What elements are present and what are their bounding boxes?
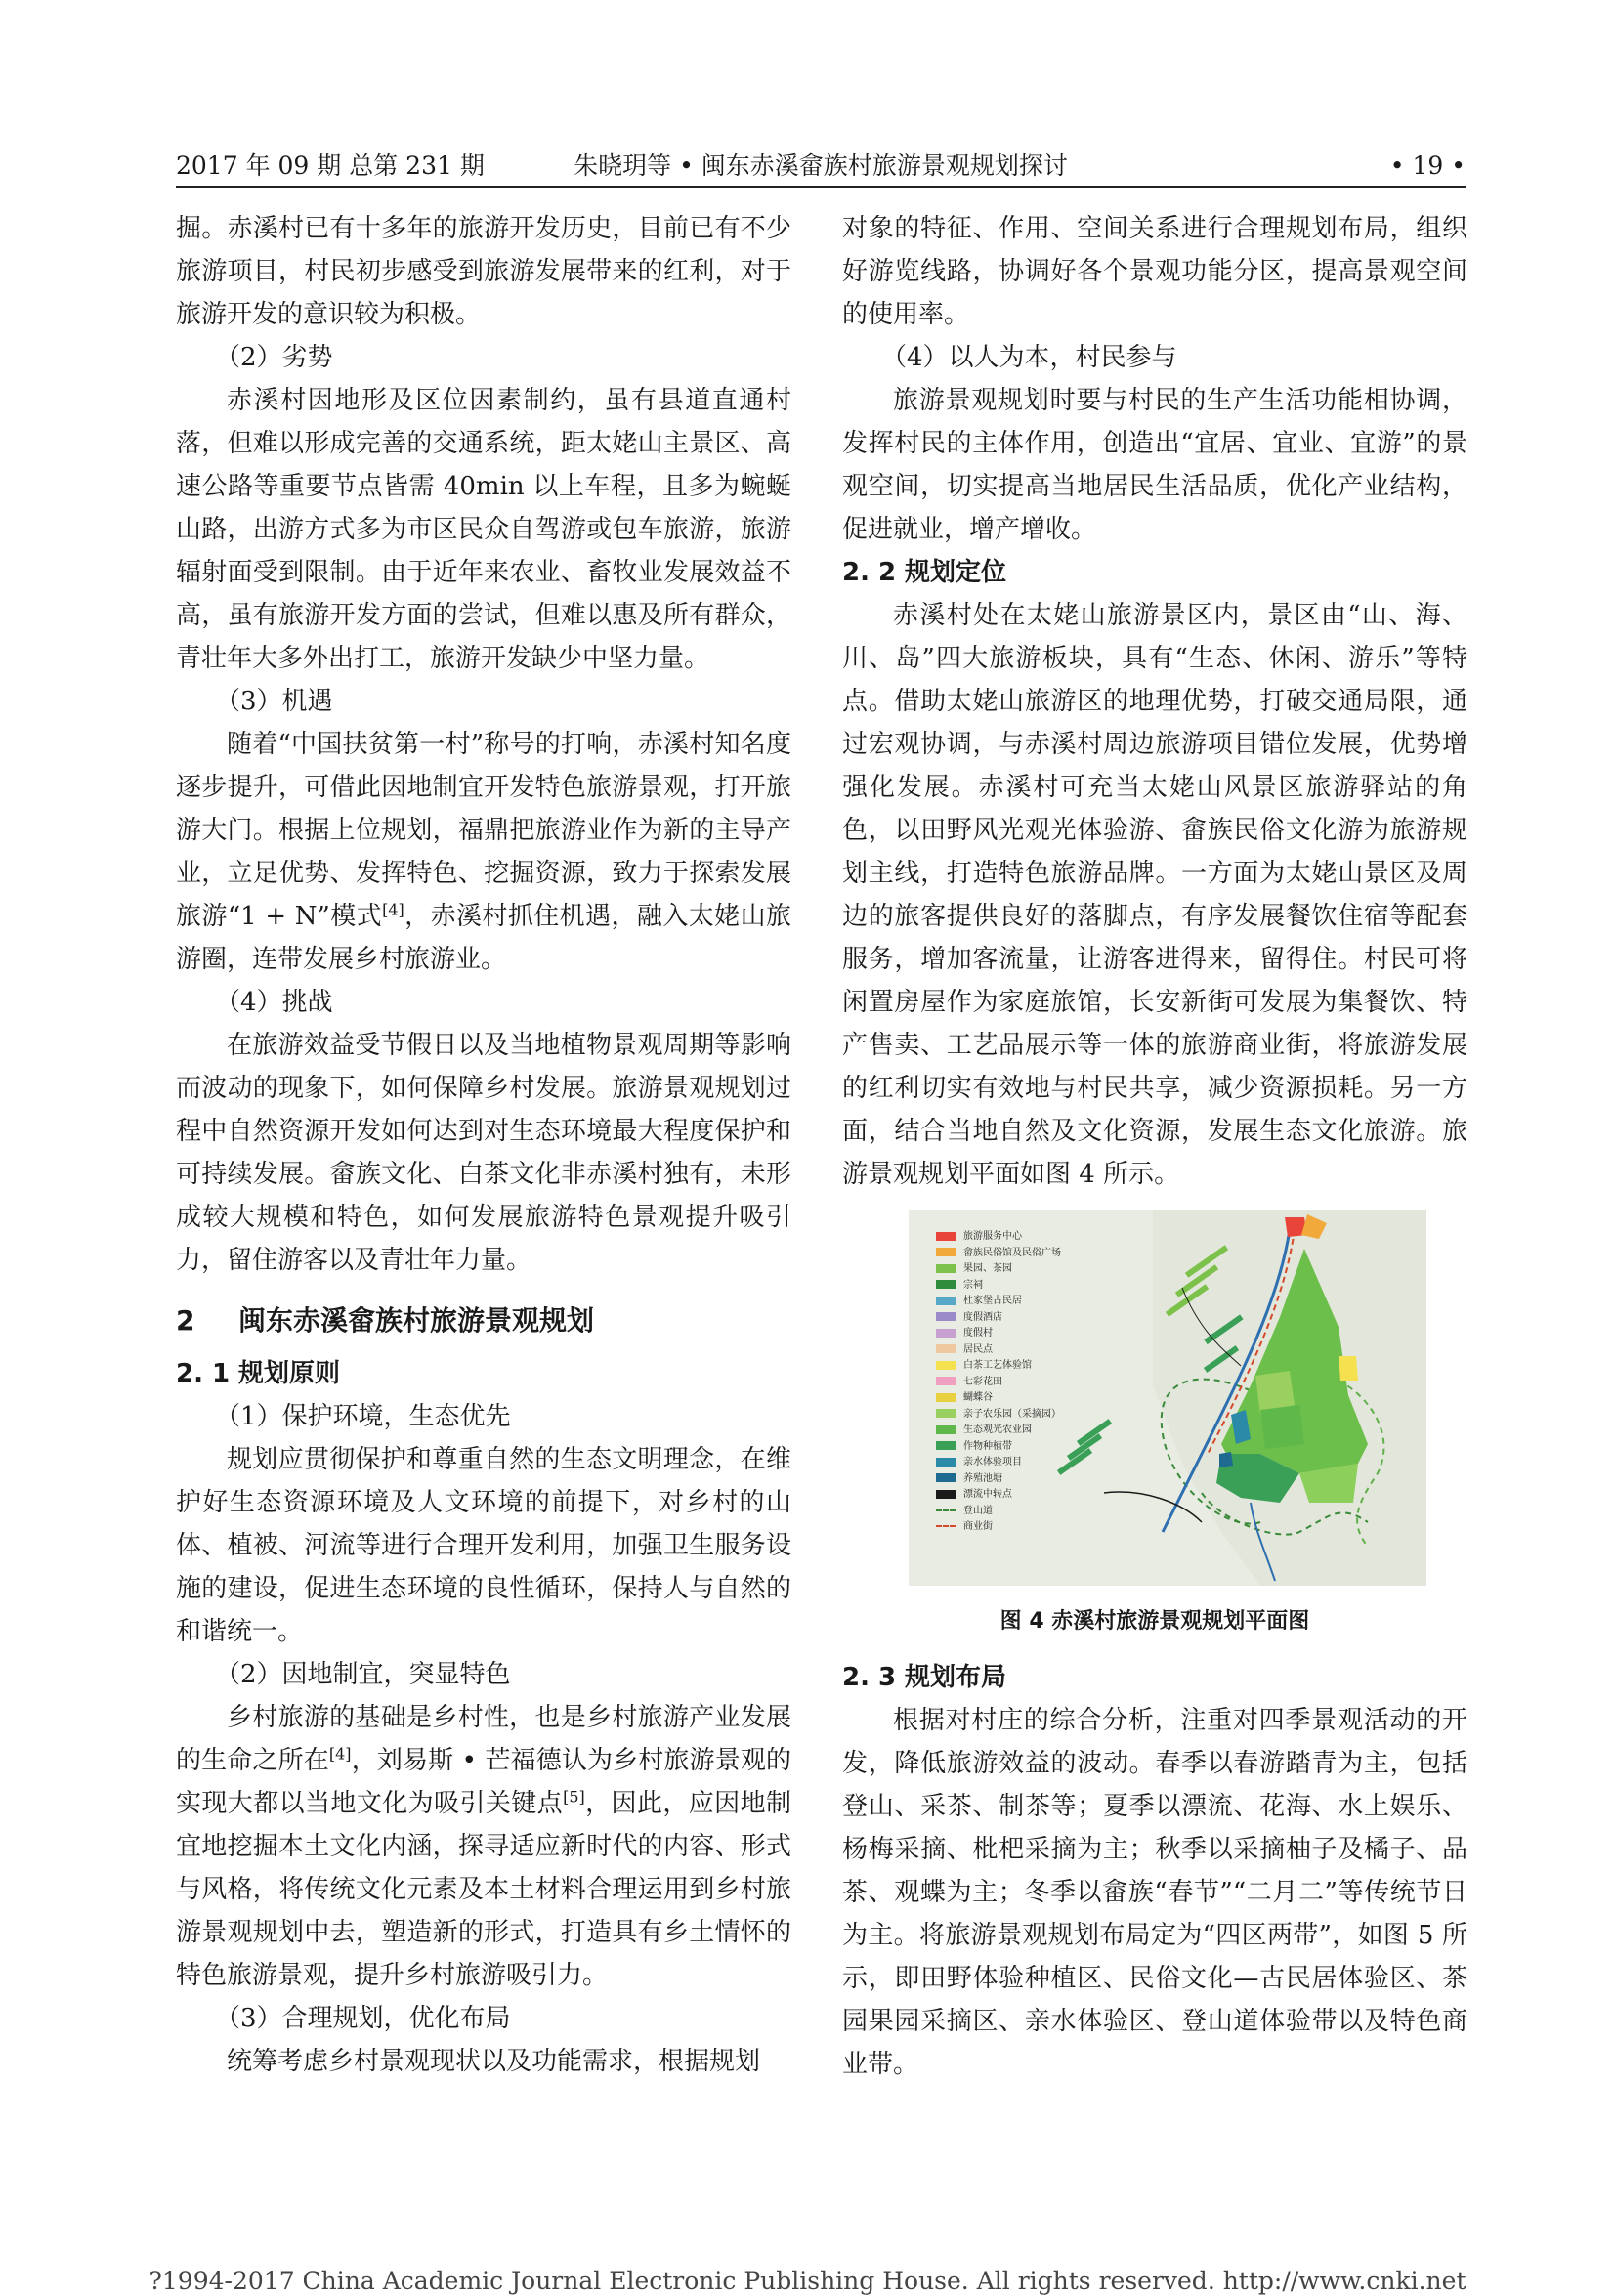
paragraph-layout: 根据对村庄的综合分析，注重对四季景观活动的开发，降低旅游效益的波动。春季以春游踏青为主，包括登山、采茶、制茶等；夏季以漂流、花海、水上娱乐、杨梅采摘、枇杷采摘为主；秋季以采摘柚子及橘子、品茶、观蝶为主；冬季以畲族“春节”“二月二”等传统节日为主。将旅游景观规划布局定为“四区两带”，如图 5 所示，即田野体验种植区、民俗文化—古民居体验区、茶园果园采摘区、亲水体验区、登山道体验带以及特色商业带。 xyxy=(842,1706,1467,2079)
legend-label: 宗祠 xyxy=(963,1279,983,1291)
legend-label: 漂流中转点 xyxy=(963,1489,1012,1500)
legend-item xyxy=(936,1246,1151,1262)
legend-label: 亲水体验项目 xyxy=(963,1457,1022,1467)
subheading-weakness: （2）劣势 xyxy=(215,343,333,372)
legend-swatch xyxy=(936,1297,956,1305)
paragraph-principle-2: 乡村旅游的基础是乡村性，也是乡村旅游产业发展的生命之所在[4]，刘易斯 • 芒福德认为乡村旅游景观的实现大都以当地文化为吸引关键点[5]，因此，应因地制宜地挖掘本土文化内涵，探寻适应新时代的内容、形式与风格，将传统文化元素及本土材料合理运用到乡村旅游景观规划中去，塑造新的形式，打造具有乡土情怀的特色旅游景观，提升乡村旅游吸引力。 xyxy=(176,1703,791,1990)
legend-item xyxy=(936,1423,1151,1439)
subheading-opportunity: （3）机遇 xyxy=(215,687,333,716)
legend-swatch xyxy=(936,1509,956,1511)
legend-swatch xyxy=(936,1425,956,1434)
left-column xyxy=(176,207,791,2083)
section-heading-2-1: 2. 1 规划原则 xyxy=(176,1359,341,1388)
legend-swatch xyxy=(936,1361,956,1370)
legend-label: 畲族民俗馆及民俗广场 xyxy=(963,1247,1061,1258)
legend-swatch xyxy=(936,1441,956,1450)
figure-caption: 图 4 赤溪村旅游景观规划平面图 xyxy=(999,1609,1310,1634)
legend-item xyxy=(936,1471,1151,1488)
citation: [4] xyxy=(328,1744,352,1764)
legend-label: 蝴蝶谷 xyxy=(963,1392,993,1403)
legend-item xyxy=(936,1326,1151,1342)
paragraph: 对象的特征、作用、空间关系进行合理规划布局，组织好游览线路，协调好各个景观功能分区，提高景观空间的使用率。 xyxy=(842,214,1467,329)
legend-item xyxy=(936,1390,1151,1407)
legend-item xyxy=(936,1278,1151,1295)
legend-label: 度假酒店 xyxy=(963,1311,1002,1323)
legend-swatch xyxy=(936,1329,956,1338)
legend-item xyxy=(936,1375,1151,1391)
legend-label: 白茶工艺体验馆 xyxy=(963,1360,1032,1371)
legend-item xyxy=(936,1229,1151,1246)
paragraph-weakness: 赤溪村因地形及区位因素制约，虽有县道直通村落，但难以形成完善的交通系统，距太姥山主景区、高速公路等重要节点皆需 40min 以上车程，且多为蜿蜒山路，出游方式多为市区民众自驾游或包车旅游，旅游辐射面受到限制。由于近年来农业、畜牧业发展效益不高，虽有旅游开发方面的尝试，但难以惠及所有群众，青壮年大多外出打工，旅游开发缺少中坚力量。 xyxy=(176,386,791,673)
legend-swatch xyxy=(936,1393,956,1402)
page-number: • 19 • xyxy=(1389,151,1466,180)
legend-swatch xyxy=(936,1248,956,1256)
legend-label: 养殖池塘 xyxy=(963,1472,1002,1484)
legend-label: 居民点 xyxy=(963,1343,993,1355)
paragraph-opportunity: 随着“中国扶贫第一村”称号的打响，赤溪村知名度逐步提升，可借此因地制宜开发特色旅游景观，打开旅游大门。根据上位规划，福鼎把旅游业作为新的主导产业，立足优势、发挥特色、挖掘资源，致力于探索发展旅游“1 + N”模式[4]，赤溪村抓住机遇，融入太姥山旅游圈，连带发展乡村旅游业。 xyxy=(176,730,791,974)
subheading-principle-3: （3）合理规划，优化布局 xyxy=(215,2004,511,2033)
subheading-principle-4: （4）以人为本，村民参与 xyxy=(881,343,1177,372)
copyright-footer: ?1994-2017 China Academic Journal Electronic Publishing House. All rights reserved. http://www.cnki.net xyxy=(149,2267,1466,2295)
section-heading-2-2: 2. 2 规划定位 xyxy=(842,558,1007,587)
legend-item xyxy=(936,1358,1151,1375)
legend-label: 果园、茶园 xyxy=(963,1263,1012,1274)
legend-item xyxy=(936,1407,1151,1424)
citation: [4] xyxy=(382,900,404,919)
legend-swatch xyxy=(936,1264,956,1273)
running-title: 朱晓玥等 • 闽东赤溪畲族村旅游景观规划探讨 xyxy=(574,151,1068,180)
figure-4-plan-map xyxy=(909,1210,1426,1586)
legend-label: 旅游服务中心 xyxy=(963,1231,1022,1242)
legend-item xyxy=(936,1294,1151,1310)
legend-item xyxy=(936,1519,1151,1536)
paragraph-challenge: 在旅游效益受节假日以及当地植物景观周期等影响而波动的现象下，如何保障乡村发展。旅游景观规划过程中自然资源开发如何达到对生态环境最大程度保护和可持续发展。畲族文化、白茶文化非赤溪村独有，未形成较大规模和特色，如何发展旅游特色景观提升吸引力，留住游客以及青壮年力量。 xyxy=(176,1031,791,1275)
legend-swatch xyxy=(936,1344,956,1353)
legend-swatch xyxy=(936,1232,956,1241)
legend-item xyxy=(936,1439,1151,1456)
subheading-principle-1: （1）保护环境，生态优先 xyxy=(215,1402,511,1431)
paragraph-principle-3: 统筹考虑乡村景观现状以及功能需求，根据规划 xyxy=(227,2047,761,2076)
citation: [5] xyxy=(563,1787,585,1807)
issue-info: 2017 年 09 期 总第 231 期 xyxy=(176,151,485,180)
legend-swatch xyxy=(936,1458,956,1467)
legend-item xyxy=(936,1455,1151,1471)
paragraph: 掘。赤溪村已有十多年的旅游开发历史，目前已有不少旅游项目，村民初步感受到旅游发展带来的红利，对于旅游开发的意识较为积极。 xyxy=(176,214,791,329)
legend-swatch xyxy=(936,1409,956,1418)
legend-label: 生态观光农业园 xyxy=(963,1424,1032,1435)
legend-item xyxy=(936,1310,1151,1327)
subheading-principle-2: （2）因地制宜，突显特色 xyxy=(215,1660,511,1689)
legend-item xyxy=(936,1261,1151,1278)
legend-label: 七彩花田 xyxy=(963,1376,1002,1387)
legend-label: 商业街 xyxy=(963,1521,993,1532)
legend-label: 登山道 xyxy=(963,1505,993,1516)
legend-swatch xyxy=(936,1490,956,1499)
legend-swatch xyxy=(936,1280,956,1289)
paragraph-positioning: 赤溪村处在太姥山旅游景区内，景区由“山、海、川、岛”四大旅游板块，具有“生态、休闲、游乐”等特点。借助太姥山旅游区的地理优势，打破交通局限，通过宏观协调，与赤溪村周边旅游项目错位发展，优势增强化发展。赤溪村可充当太姥山风景区旅游驿站的角色，以田野风光观光体验游、畲族民俗文化游为旅游规划主线，打造特色旅游品牌。一方面为太姥山景区及周边的旅客提供良好的落脚点，有序发展餐饮住宿等配套服务，增加客流量，让游客进得来，留得住。村民可将闲置房屋作为家庭旅馆，长安新街可发展为集餐饮、特产售卖、工艺品展示等一体的旅游商业街，将旅游发展的红利切实有效地与村民共享，减少资源损耗。另一方面，结合当地自然及文化资源，发展生态文化旅游。旅游景观规划平面如图 4 所示。 xyxy=(842,601,1467,1189)
section-heading-2-3: 2. 3 规划布局 xyxy=(842,1663,1007,1692)
paragraph-principle-1: 规划应贯彻保护和尊重自然的生态文明理念，在维护好生态资源环境及人文环境的前提下，对乡村的山体、植被、河流等进行合理开发利用，加强卫生服务设施的建设，促进生态环境的良性循环，保持人与自然的和谐统一。 xyxy=(176,1445,791,1646)
legend-item xyxy=(936,1504,1151,1520)
legend-label: 度假村 xyxy=(963,1328,993,1339)
legend-label: 作物种植带 xyxy=(963,1440,1012,1452)
legend-label: 杜家堡古民居 xyxy=(963,1296,1022,1306)
map-legend xyxy=(936,1229,1151,1536)
paragraph-principle-4: 旅游景观规划时要与村民的生产生活功能相协调，发挥村民的主体作用，创造出“宜居、宜业、宜游”的景观空间，切实提高当地居民生活品质，优化产业结构，促进就业，增产增收。 xyxy=(842,386,1467,544)
legend-swatch xyxy=(936,1377,956,1385)
legend-swatch xyxy=(936,1525,956,1527)
legend-item xyxy=(936,1487,1151,1504)
running-header xyxy=(176,147,1466,188)
legend-swatch xyxy=(936,1473,956,1482)
right-column xyxy=(842,207,1467,2086)
legend-swatch xyxy=(936,1312,956,1321)
section-heading-2: 2 闽东赤溪畲族村旅游景观规划 xyxy=(176,1304,595,1337)
subheading-challenge: （4）挑战 xyxy=(215,988,333,1017)
legend-label: 亲子农乐园（采摘园） xyxy=(963,1408,1061,1420)
legend-item xyxy=(936,1342,1151,1359)
